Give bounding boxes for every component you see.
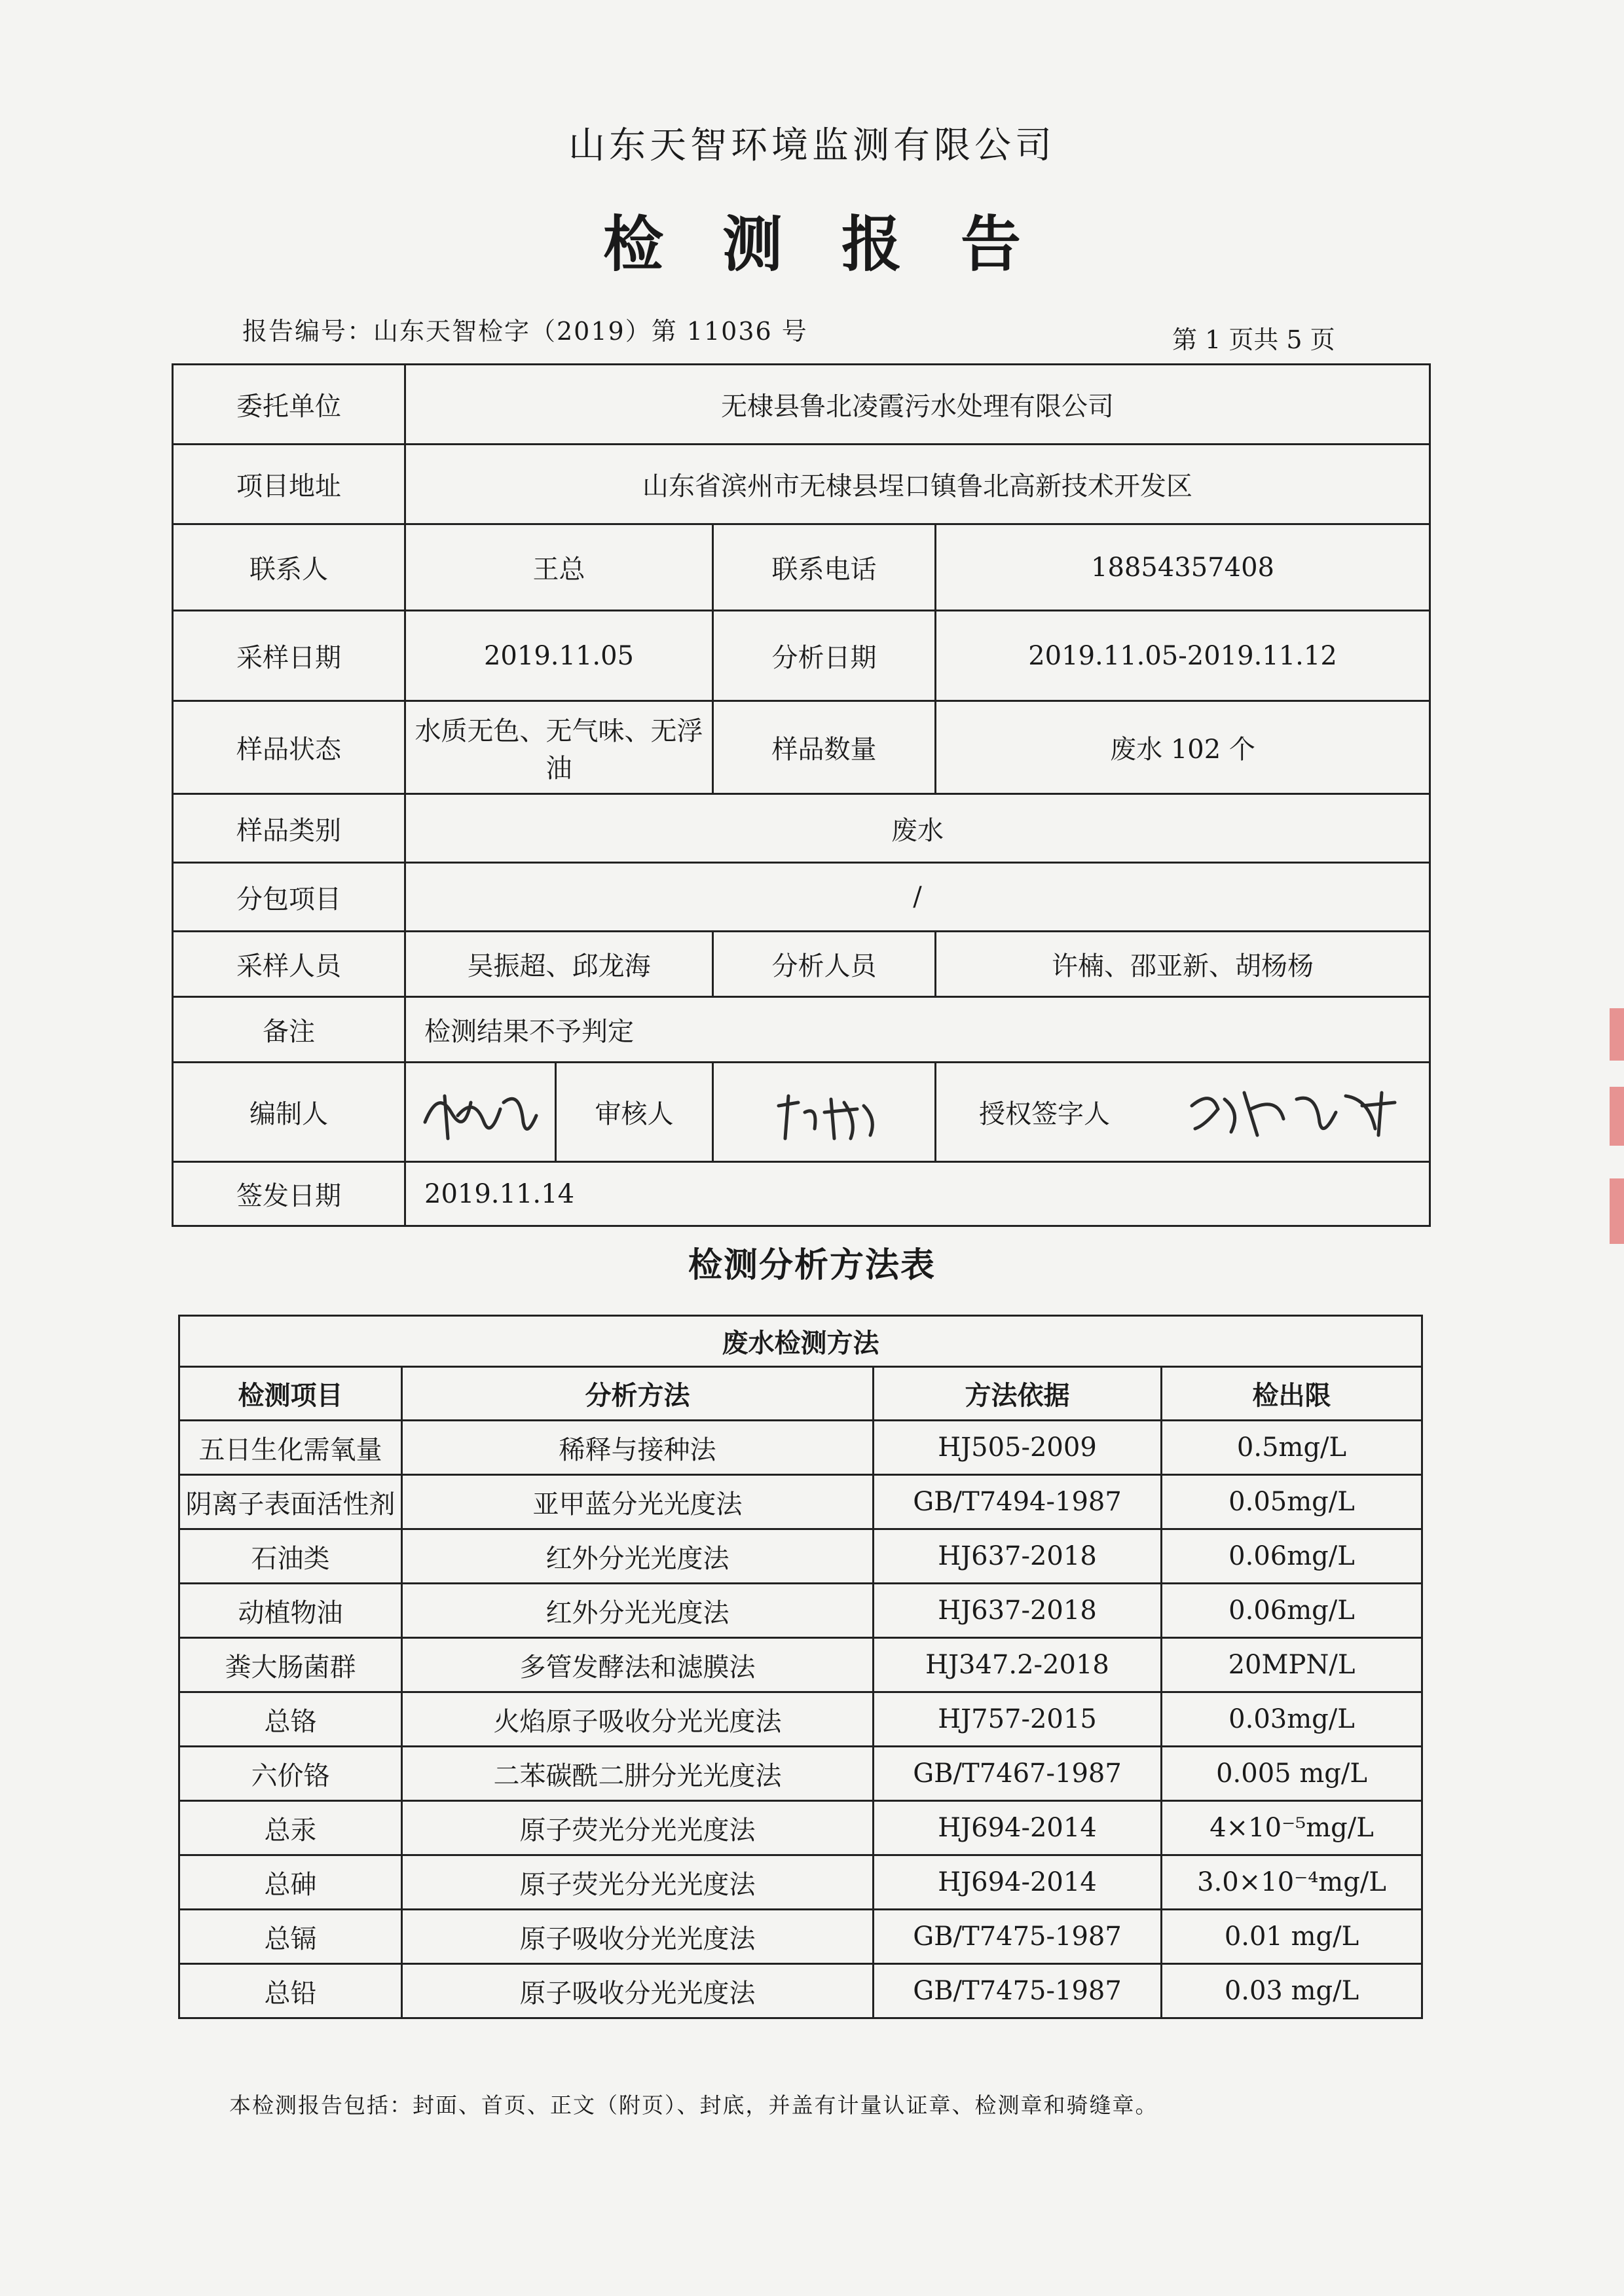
sample-state-value: 水质无色、无气味、无浮油 xyxy=(405,701,713,794)
issue-date-label: 签发日期 xyxy=(173,1162,405,1226)
table-cell: 原子吸收分光光度法 xyxy=(402,1910,874,1964)
table-cell: 红外分光光度法 xyxy=(402,1529,874,1584)
analysis-date-value: 2019.11.05-2019.11.12 xyxy=(936,611,1430,701)
table-row xyxy=(179,1475,1422,1529)
client-label: 委托单位 xyxy=(173,365,405,445)
reviewer-signature-icon xyxy=(759,1076,890,1148)
table-row xyxy=(179,1855,1422,1910)
table-row xyxy=(179,1638,1422,1692)
sample-type-label: 样品类别 xyxy=(173,794,405,863)
info-row-dates xyxy=(173,611,1430,701)
compiler-signature-icon xyxy=(412,1076,549,1148)
table-cell: 六价铬 xyxy=(179,1747,402,1801)
table-cell: 稀释与接种法 xyxy=(402,1421,874,1475)
table-cell: 4×10⁻⁵mg/L xyxy=(1162,1801,1422,1855)
contact-value: 王总 xyxy=(405,524,713,611)
methods-header-row xyxy=(179,1367,1422,1421)
sample-qty-value: 废水 102 个 xyxy=(936,701,1430,794)
table-cell: HJ694-2014 xyxy=(874,1855,1162,1910)
info-row-subcontract xyxy=(173,863,1430,932)
table-cell: HJ637-2018 xyxy=(874,1529,1162,1584)
table-cell: 0.05mg/L xyxy=(1162,1475,1422,1529)
seam-stamp-fragment xyxy=(1610,1178,1624,1244)
column-header: 分析方法 xyxy=(402,1367,874,1421)
report-footer-note: 本检测报告包括：封面、首页、正文（附页）、封底，并盖有计量认证章、检测章和骑缝章。 xyxy=(229,2092,1158,2118)
sampling-date-label: 采样日期 xyxy=(173,611,405,701)
table-cell: HJ757-2015 xyxy=(874,1692,1162,1747)
authorizer-signature-icon xyxy=(1179,1073,1414,1152)
samplers-label: 采样人员 xyxy=(173,932,405,997)
subcontract-label: 分包项目 xyxy=(173,863,405,932)
reviewer-signature xyxy=(713,1063,936,1162)
client-value: 无棣县鲁北凌霞污水处理有限公司 xyxy=(405,365,1430,445)
methods-caption: 废水检测方法 xyxy=(179,1316,1422,1367)
compiler-label: 编制人 xyxy=(173,1063,405,1162)
table-cell: 0.06mg/L xyxy=(1162,1584,1422,1638)
table-cell: 总镉 xyxy=(179,1910,402,1964)
column-header: 方法依据 xyxy=(874,1367,1162,1421)
table-cell: HJ694-2014 xyxy=(874,1801,1162,1855)
table-cell: 0.01 mg/L xyxy=(1162,1910,1422,1964)
table-cell: 原子荧光分光光度法 xyxy=(402,1801,874,1855)
remark-label: 备注 xyxy=(173,997,405,1063)
contact-label: 联系人 xyxy=(173,524,405,611)
table-cell: GB/T7467-1987 xyxy=(874,1747,1162,1801)
info-row-client xyxy=(173,365,1430,445)
phone-label: 联系电话 xyxy=(713,524,936,611)
column-header: 检出限 xyxy=(1162,1367,1422,1421)
info-row-sample xyxy=(173,701,1430,794)
table-cell: HJ347.2-2018 xyxy=(874,1638,1162,1692)
table-cell: 3.0×10⁻⁴mg/L xyxy=(1162,1855,1422,1910)
seam-stamp-fragment xyxy=(1610,1008,1624,1061)
info-row-staff xyxy=(173,932,1430,997)
report-info-table xyxy=(172,363,1431,1227)
table-cell: GB/T7494-1987 xyxy=(874,1475,1162,1529)
table-cell: 0.03 mg/L xyxy=(1162,1964,1422,2018)
table-cell: 0.06mg/L xyxy=(1162,1529,1422,1584)
table-row xyxy=(179,1529,1422,1584)
info-row-signatures xyxy=(173,1063,1430,1162)
sample-state-label: 样品状态 xyxy=(173,701,405,794)
table-row xyxy=(179,1964,1422,2018)
analysts-label: 分析人员 xyxy=(713,932,936,997)
compiler-signature xyxy=(405,1063,556,1162)
info-row-sample-type xyxy=(173,794,1430,863)
table-cell: 粪大肠菌群 xyxy=(179,1638,402,1692)
info-row-contact xyxy=(173,524,1430,611)
column-header: 检测项目 xyxy=(179,1367,402,1421)
table-cell: 总铅 xyxy=(179,1964,402,2018)
table-cell: 0.5mg/L xyxy=(1162,1421,1422,1475)
table-cell: 阴离子表面活性剂 xyxy=(179,1475,402,1529)
analysis-date-label: 分析日期 xyxy=(713,611,936,701)
table-cell: 亚甲蓝分光光度法 xyxy=(402,1475,874,1529)
authorizer-label: 授权签字人 xyxy=(979,1099,1110,1129)
table-row xyxy=(179,1421,1422,1475)
report-title: 检测报告 xyxy=(602,209,1080,280)
authorizer-cell xyxy=(936,1063,1430,1162)
sampling-date-value: 2019.11.05 xyxy=(405,611,713,701)
subcontract-value: / xyxy=(405,863,1430,932)
table-cell: 红外分光光度法 xyxy=(402,1584,874,1638)
table-cell: 二苯碳酰二肼分光光度法 xyxy=(402,1747,874,1801)
report-number: 报告编号：山东天智检字（2019）第 11036 号 xyxy=(242,317,808,346)
table-cell: 20MPN/L xyxy=(1162,1638,1422,1692)
table-cell: 火焰原子吸收分光光度法 xyxy=(402,1692,874,1747)
table-row xyxy=(179,1801,1422,1855)
address-value: 山东省滨州市无棣县埕口镇鲁北高新技术开发区 xyxy=(405,445,1430,524)
analysts-value: 许楠、邵亚新、胡杨杨 xyxy=(936,932,1430,997)
info-row-address xyxy=(173,445,1430,524)
table-cell: 原子荧光分光光度法 xyxy=(402,1855,874,1910)
page-number: 第 1 页共 5 页 xyxy=(1172,325,1335,354)
methods-heading: 检测分析方法表 xyxy=(688,1245,936,1285)
sample-type-value: 废水 xyxy=(405,794,1430,863)
company-name: 山东天智环境监测有限公司 xyxy=(568,124,1056,167)
info-row-issue-date xyxy=(173,1162,1430,1226)
table-cell: 0.03mg/L xyxy=(1162,1692,1422,1747)
issue-date-value: 2019.11.14 xyxy=(405,1162,1430,1226)
address-label: 项目地址 xyxy=(173,445,405,524)
table-row xyxy=(179,1910,1422,1964)
table-row xyxy=(179,1692,1422,1747)
table-cell: 石油类 xyxy=(179,1529,402,1584)
reviewer-label: 审核人 xyxy=(556,1063,713,1162)
table-row xyxy=(179,1747,1422,1801)
table-cell: 五日生化需氧量 xyxy=(179,1421,402,1475)
table-cell: 多管发酵法和滤膜法 xyxy=(402,1638,874,1692)
info-row-remark xyxy=(173,997,1430,1063)
seam-stamp-fragment xyxy=(1610,1087,1624,1146)
methods-table xyxy=(178,1315,1423,2019)
table-row xyxy=(179,1584,1422,1638)
table-cell: HJ637-2018 xyxy=(874,1584,1162,1638)
table-cell: 总砷 xyxy=(179,1855,402,1910)
sample-qty-label: 样品数量 xyxy=(713,701,936,794)
table-cell: 动植物油 xyxy=(179,1584,402,1638)
table-cell: GB/T7475-1987 xyxy=(874,1910,1162,1964)
table-cell: 0.005 mg/L xyxy=(1162,1747,1422,1801)
remark-value: 检测结果不予判定 xyxy=(405,997,1430,1063)
methods-caption-row xyxy=(179,1316,1422,1367)
table-cell: GB/T7475-1987 xyxy=(874,1964,1162,2018)
phone-value: 18854357408 xyxy=(936,524,1430,611)
table-cell: HJ505-2009 xyxy=(874,1421,1162,1475)
table-cell: 总铬 xyxy=(179,1692,402,1747)
table-cell: 原子吸收分光光度法 xyxy=(402,1964,874,2018)
samplers-value: 吴振超、邱龙海 xyxy=(405,932,713,997)
table-cell: 总汞 xyxy=(179,1801,402,1855)
